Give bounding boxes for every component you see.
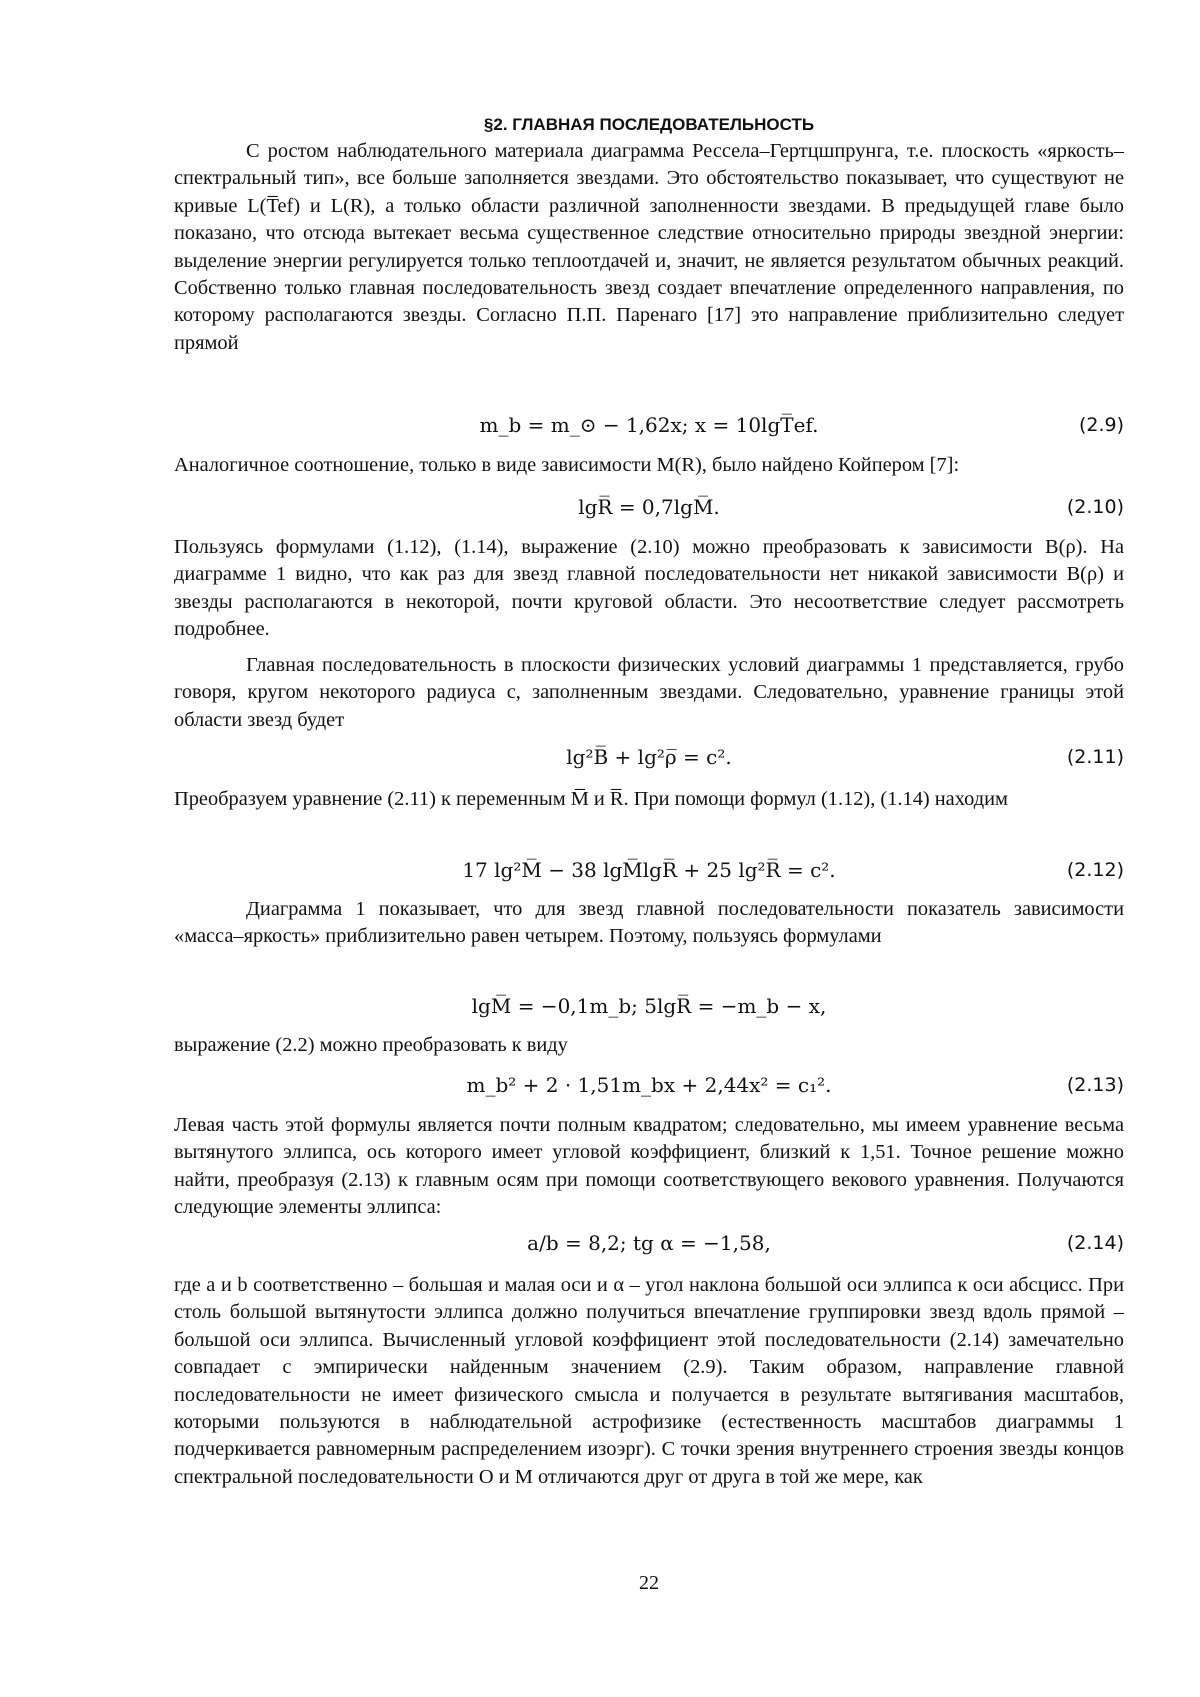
paragraph-formulas: Пользуясь формулами (1.12), (1.14), выражение (2.10) можно преобразовать к зависимости B(ρ). На диаграмме 1 видно, что как раз для звезд главной последовательности нет никакой зависимости B(ρ) и звезды располагаются в некоторой, почти круговой области. Это несоответствие следует рассмотреть подробнее. bbox=[174, 536, 1124, 641]
paragraph-kuiper: Аналогичное соотношение, только в виде зависимости M(R), было найдено Койпером [7]: bbox=[174, 454, 960, 476]
section-title: §2. ГЛАВНАЯ ПОСЛЕДОВАТЕЛЬНОСТЬ bbox=[483, 115, 815, 134]
equation-number: (2.11) bbox=[1066, 746, 1124, 768]
equation-number: (2.13) bbox=[1066, 1074, 1124, 1096]
equation-number: (2.14) bbox=[1066, 1232, 1124, 1254]
equation-text: m_b² + 2 · 1,51m_bx + 2,44x² = c₁². bbox=[466, 1073, 832, 1097]
equation-text: lg²B̅ + lg²ρ̅ = c². bbox=[566, 745, 732, 769]
equation-2-11 bbox=[174, 742, 1124, 774]
equation-text: 17 lg²M̅ − 38 lgM̅lgR̅ + 25 lg²R̅ = c². bbox=[462, 858, 836, 882]
paragraph-conclusion: где a и b соответственно – большая и малая оси и α – угол наклона большой оси эллипса к оси абсцисс. При столь большой вытянутости эллипса должно получиться впечатление группировки звезд вдоль прямой – большой оси эллипса. Вычисленный угловой коэффициент этой последовательности (2.14) замечательно совпадает с эмпирически найденным значением (2.9). Таким образом, направление главной последовательности не имеет физического смысла и получается в результате вытягивания масштабов, которыми пользуются в наблюдательной астрофизике (естественность масштабов диаграммы 1 подчеркивается равномерным распределением изоэрг). С точки зрения внутреннего строения звезды концов спектральной последовательности O и M отличаются друг от друга в той же мере, как bbox=[174, 1274, 1124, 1488]
equation-2-12 bbox=[174, 855, 1124, 887]
equation-2-13 bbox=[174, 1070, 1124, 1102]
equation-number: (2.9) bbox=[1078, 414, 1124, 436]
equation-number: (2.10) bbox=[1066, 496, 1124, 518]
paragraph-transform: Преобразуем уравнение (2.11) к переменным M̅ и R̅. При помощи формул (1.12), (1.14) находим bbox=[174, 788, 1008, 810]
paragraph-intro: С ростом наблюдательного материала диаграмма Рессела–Гертцшпрунга, т.е. плоскость «яркость–спектральный тип», все больше заполняется звездами. Это обстоятельство показывает, что существуют не кривые L(T̅ef) и L(R), а только области различной заполненности звездами. В предыдущей главе было показано, что отсюда вытекает весьма существенное следствие относительно природы звездной энергии: выделение энергии регулируется только теплоотдачей и, значит, не является результатом обычных реакций. Собственно только главная последовательность звезд создает впечатление определенного направления, по которому располагаются звезды. Согласно П.П. Паренаго [17] это направление приблизительно следует прямой bbox=[174, 140, 1124, 354]
equation-text: lgM̅ = −0,1m_b; 5lgR̅ = −m_b − x, bbox=[471, 994, 827, 1018]
equation-text: a/b = 8,2; tg α = −1,58, bbox=[527, 1231, 771, 1255]
paragraph-main-sequence: Главная последовательность в плоскости физических условий диаграммы 1 представляется, грубо говоря, кругом некоторого радиуса c, заполненным звездами. Следовательно, уравнение границы этой области звезд будет bbox=[174, 654, 1124, 731]
equation-unnumbered bbox=[174, 991, 1124, 1023]
equation-text: m_b = m_⊙ − 1,62x; x = 10lgT̅ef. bbox=[479, 413, 819, 437]
equation-2-9 bbox=[174, 410, 1124, 442]
paragraph-mass-luminosity: Диаграмма 1 показывает, что для звезд главной последовательности показатель зависимости «масса–яркость» приблизительно равен четырем. Поэтому, пользуясь формулами bbox=[174, 898, 1124, 948]
paragraph-ellipse: Левая часть этой формулы является почти полным квадратом; следовательно, мы имеем уравнение весьма вытянутого эллипса, ось которого имеет угловой коэффициент, близкий к 1,51. Точное решение можно найти, преобразуя (2.13) к главным осям при помощи соответствующего векового уравнения. Получаются следующие элементы эллипса: bbox=[174, 1114, 1124, 1219]
paragraph-convert: выражение (2.2) можно преобразовать к виду bbox=[174, 1034, 568, 1056]
equation-number: (2.12) bbox=[1066, 859, 1124, 881]
page-number: 22 bbox=[639, 1572, 659, 1594]
equation-2-10 bbox=[174, 492, 1124, 524]
equation-2-14 bbox=[174, 1228, 1124, 1260]
equation-text: lgR̅ = 0,7lgM̅. bbox=[578, 495, 720, 519]
